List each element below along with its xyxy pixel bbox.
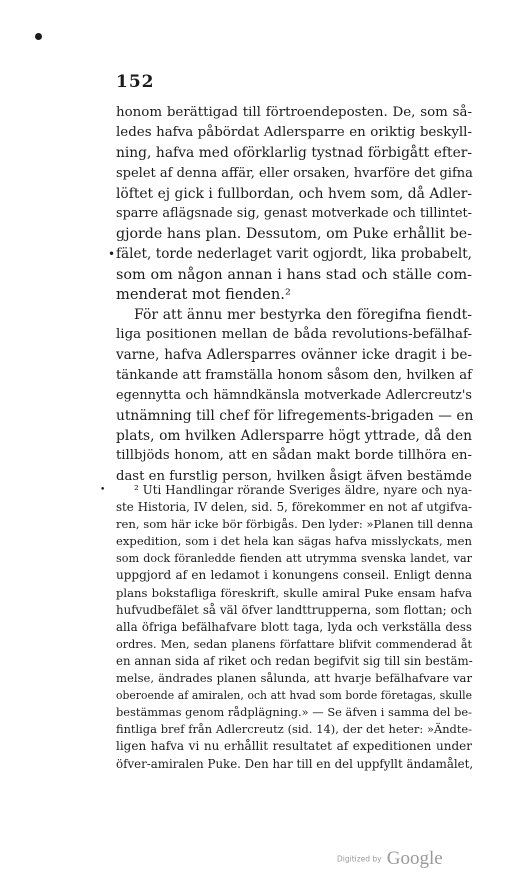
text-line: utnämning till chef för lifregements-brigaden — en (116, 408, 474, 425)
text-line: honom berättigad till förtroendeposten. De, som så- (116, 105, 472, 120)
footnote-line: som dock föranledde fienden att utrymma svenska landet, var (116, 552, 472, 566)
text-line: ning, hafva med oförklarlig tystnad förbigått efter- (116, 145, 472, 162)
footnote-line: expedition, som i det hela kan sägas hafva misslyckats, men (116, 534, 472, 549)
text-line-content: fälet, torde nederlaget varit ogjordt, lika probabelt, (116, 246, 472, 263)
footnote-line: alla öfriga befälhafvare blott taga, lyda och verkställa dess (116, 619, 472, 634)
text-line: sparre aflägsnade sig, genast motverkade och tillintet- (116, 206, 472, 222)
text-line: tänkande att framställa honom såsom den, hvilken af (116, 367, 472, 383)
margin-mark: • (108, 247, 116, 262)
text-line: löftet ej gick i fullbordan, och hvem som, då Adler- (116, 185, 472, 202)
footnote-line: uppgjord af en ledamot i konungens conseil. Enligt denna (116, 568, 472, 583)
footnote-line: hufvudbefälet så väl öfver landttrupperna, som flottan; och (116, 602, 472, 617)
watermark-prefix: Digitized by (337, 854, 382, 864)
footnote-line: en annan sida af riket och redan begifvit sig till sin bestäm- (116, 653, 473, 668)
margin-dot-top (35, 33, 42, 40)
text-line: gjorde hans plan. Dessutom, om Puke erhållit be- (116, 226, 472, 243)
footnote-line: melse, ändrades planen sålunda, att hvarje befälhafvare var (116, 671, 472, 686)
main-text (108, 103, 474, 487)
footnote-line: plans bokstafliga föreskrift, skulle amiral Puke ensam hafva (116, 585, 472, 600)
text-line (108, 244, 472, 264)
footnote-line: ligen hafva vi nu erhållit resultatet af expeditionen under (116, 739, 472, 754)
text-line: tillbjöds honom, att en sådan makt borde tillhöra en- (116, 448, 472, 464)
footnote-line: fintliga bref från Adlercreutz (sid. 14), der det heter: »Ändte- (116, 722, 472, 737)
text-line: som om någon annan i hans stad och ställe com- (116, 266, 472, 283)
footnote-line: ren, som här icke bör förbigås. Den lyder: »Planen till denna (116, 517, 474, 532)
footnote (116, 482, 472, 773)
text-line: liga positionen mellan de båda revolutions-befälhaf- (116, 327, 472, 343)
footnote-line: ordres. Men, sedan planens författare blifvit commenderad åt (116, 637, 472, 651)
text-line: varne, hafva Adlersparres ovänner icke dragit i be- (116, 347, 472, 364)
footnote-line: bestämmas genom rådplägning.» — Se äfven i samma del be- (116, 705, 472, 720)
footnote-line: öfver-amiralen Puke. Den har till en del uppfyllt ändamålet, (116, 756, 474, 771)
text-line: plats, om hvilken Adlersparre högt yttrade, då den (116, 428, 472, 445)
text-line: egennytta och hämndkänsla motverkade Adlercreutz's (116, 387, 472, 403)
google-logo: Google (386, 848, 443, 869)
text-line: menderat mot fienden.² (116, 285, 291, 303)
page-number: 152 (116, 72, 155, 92)
footnote-margin-mark: • (100, 485, 106, 495)
text-line: ledes hafva påbördat Adlersparre en oriktig beskyll- (116, 125, 472, 141)
footnote-line: oberoende af amiralen, och att hvad som borde företagas, skulle (116, 689, 472, 703)
footnote-line: ste Historia, IV delen, sid. 5, förekommer en not af utgifva- (116, 500, 472, 515)
footnote-line: ² Uti Handlingar rörande Sveriges äldre, nyare och nya- (134, 483, 472, 497)
text-line: spelet af denna affär, eller orsaken, hvarföre det gifna (116, 165, 473, 181)
text-line: För att ännu mer bestyrka den föregifna fiendt- (134, 307, 472, 324)
digitized-by-google-watermark (337, 848, 443, 870)
text-line: dast en furstlig person, hvilken åsigt äfven bestämde (116, 468, 472, 484)
